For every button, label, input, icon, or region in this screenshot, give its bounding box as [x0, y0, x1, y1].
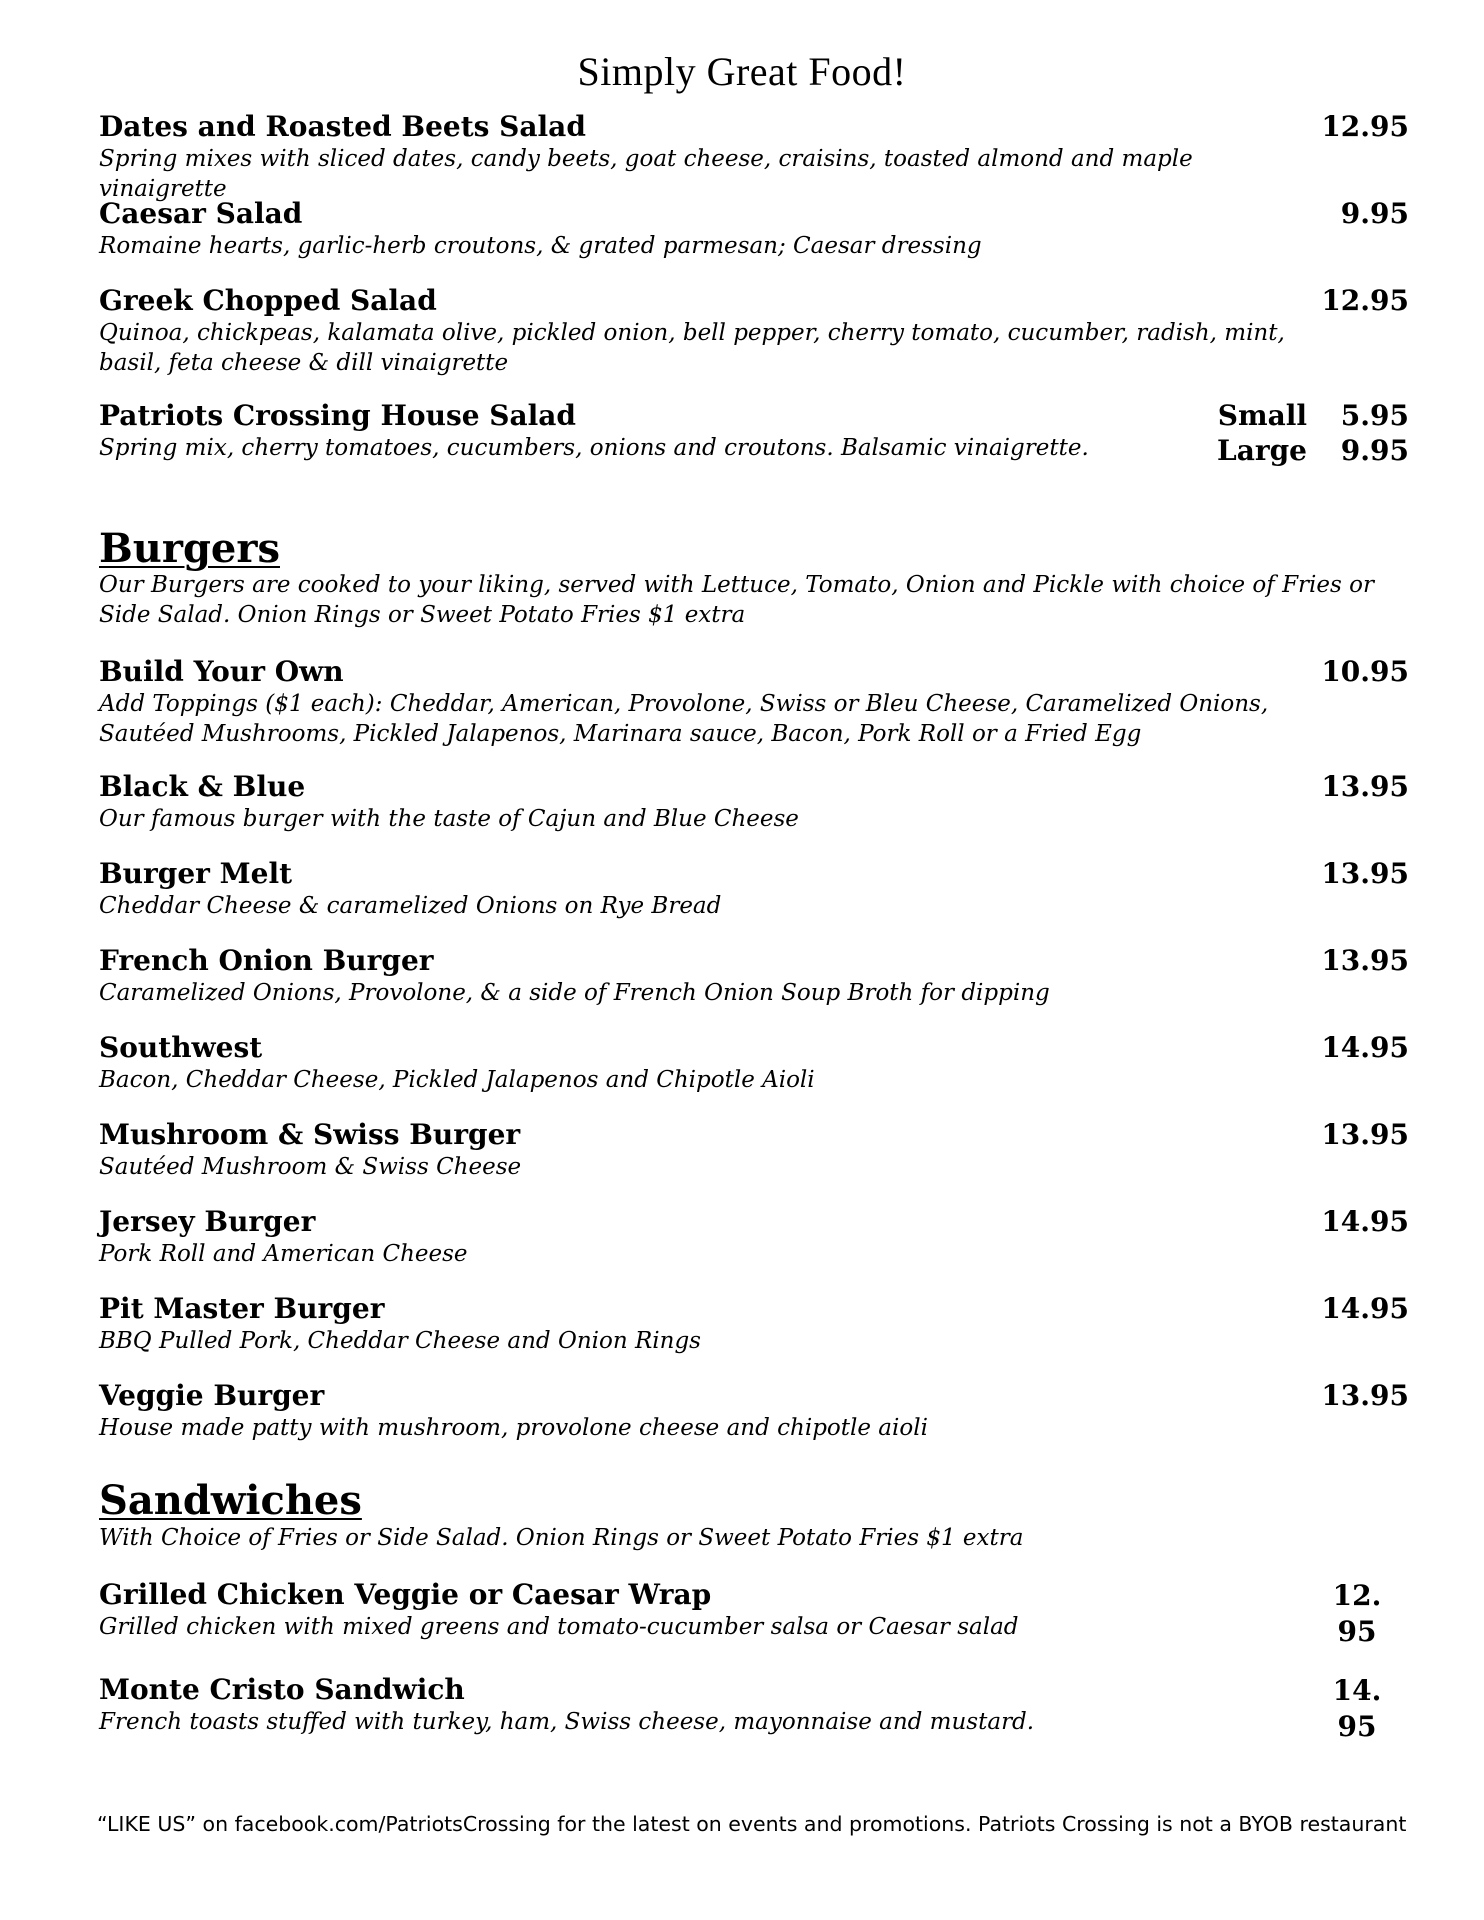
item-price: 13.95 [1321, 857, 1409, 890]
menu-item-mushroom-swiss-burger [99, 1118, 1409, 1182]
item-name: Southwest [99, 1031, 263, 1064]
item-price: 14.95 [1321, 1292, 1409, 1325]
item-price: 14.95 [1321, 1205, 1409, 1238]
item-description: House made patty with mushroom, provolone cheese and chipotle aioli [99, 1415, 928, 1441]
item-price: 9.95 [1340, 197, 1409, 230]
section-note-sandwiches: With Choice of Fries or Side Salad. Onion Rings or Sweet Potato Fries $1 extra [99, 1525, 1024, 1551]
size-price: 5.95 [1340, 399, 1409, 432]
item-description: Our famous burger with the taste of Cajun and Blue Cheese [99, 806, 799, 832]
price-line: 12. [1332, 1579, 1382, 1612]
menu-item-dates-beets-salad [99, 110, 1409, 204]
price-line: 14. [1332, 1674, 1382, 1707]
item-description: Add Toppings ($1 each): Cheddar, American, Provolone, Swiss or Bleu Cheese, Caramelized Onions, Sautéed Mushrooms, Pickled Jalapenos, Marinara sauce, Bacon, Pork Roll or a Fried Egg [99, 691, 1269, 747]
item-description: French toasts stuffed with turkey, ham, Swiss cheese, mayonnaise and mustard. [99, 1709, 1035, 1735]
size-option-small [1217, 399, 1409, 433]
menu-item-french-onion-burger [99, 944, 1409, 1008]
item-description: Grilled chicken with mixed greens and tomato-cucumber salsa or Caesar salad [99, 1614, 1019, 1640]
item-price: 14.95 [1321, 1031, 1409, 1064]
menu-item-monte-cristo [99, 1673, 1409, 1753]
item-name: Jersey Burger [99, 1205, 316, 1238]
menu-item-house-salad [99, 399, 1409, 479]
item-name: Pit Master Burger [99, 1292, 385, 1325]
item-name: Patriots Crossing House Salad [99, 399, 576, 432]
menu-item-greek-chopped-salad [99, 284, 1409, 378]
item-description: Caramelized Onions, Provolone, & a side of French Onion Soup Broth for dipping [99, 980, 1050, 1006]
item-name: Grilled Chicken Veggie or Caesar Wrap [99, 1578, 712, 1611]
menu-item-grilled-chicken-wrap [99, 1578, 1409, 1658]
item-name: Build Your Own [99, 655, 344, 688]
menu-item-black-and-blue [99, 770, 1409, 834]
item-name: Dates and Roasted Beets Salad [99, 110, 586, 143]
item-description: Cheddar Cheese & caramelized Onions on Rye Bread [99, 893, 722, 919]
item-price: 13.95 [1321, 770, 1409, 803]
item-price: 13.95 [1321, 1379, 1409, 1412]
item-description: Quinoa, chickpeas, kalamata olive, pickled onion, bell pepper, cherry tomato, cucumber, radish, mint, basil, feta cheese & dill vinaigrette [99, 320, 1285, 376]
item-price: 12.95 [1321, 110, 1409, 143]
menu-item-burger-melt [99, 857, 1409, 921]
menu-item-build-your-own [99, 655, 1409, 749]
item-name: Mushroom & Swiss Burger [99, 1118, 521, 1151]
item-name: Black & Blue [99, 770, 306, 803]
item-description: Romaine hearts, garlic-herb croutons, & grated parmesan; Caesar dressing [99, 233, 982, 259]
size-label: Small [1217, 399, 1307, 432]
item-name: Caesar Salad [99, 197, 303, 230]
item-name: Burger Melt [99, 857, 293, 890]
item-price [1332, 1578, 1382, 1650]
size-option-large [1217, 434, 1409, 468]
price-line: 95 [1337, 1710, 1377, 1743]
size-label: Large [1217, 434, 1307, 467]
menu-item-veggie-burger [99, 1379, 1409, 1443]
item-description: Bacon, Cheddar Cheese, Pickled Jalapenos and Chipotle Aioli [99, 1067, 815, 1093]
menu-item-southwest [99, 1031, 1409, 1095]
item-description: Spring mix, cherry tomatoes, cucumbers, onions and croutons. Balsamic vinaigrette. [99, 435, 1089, 461]
item-name: Greek Chopped Salad [99, 284, 437, 317]
size-price: 9.95 [1340, 434, 1409, 467]
item-description: BBQ Pulled Pork, Cheddar Cheese and Onion Rings [99, 1328, 701, 1354]
item-name: French Onion Burger [99, 944, 434, 977]
section-heading-sandwiches: Sandwiches [99, 1477, 362, 1524]
item-price: 12.95 [1321, 284, 1409, 317]
section-note-burgers: Our Burgers are cooked to your liking, served with Lettuce, Tomato, Onion and Pickle with choice of Fries or Side Salad. Onion Rings or Sweet Potato Fries $1 extra [99, 572, 1374, 628]
price-line: 95 [1337, 1615, 1377, 1648]
menu-item-caesar-salad [99, 197, 1409, 261]
menu-item-jersey-burger [99, 1205, 1409, 1269]
item-price [1332, 1673, 1382, 1745]
item-price: 10.95 [1321, 655, 1409, 688]
page-title: Simply Great Food! [577, 49, 907, 94]
item-price: 13.95 [1321, 1118, 1409, 1151]
item-price: 13.95 [1321, 944, 1409, 977]
item-name: Veggie Burger [99, 1379, 325, 1412]
item-description: Sautéed Mushroom & Swiss Cheese [99, 1154, 522, 1180]
item-description: Spring mixes with sliced dates, candy beets, goat cheese, craisins, toasted almond and maple vinaigrette [99, 146, 1193, 202]
footer-note: “LIKE US” on facebook.com/PatriotsCrossing for the latest on events and promotions. Patriots Crossing is not a BYOB restaurant [97, 1812, 1407, 1836]
menu-item-pit-master-burger [99, 1292, 1409, 1356]
section-heading-burgers: Burgers [99, 525, 280, 572]
item-description: Pork Roll and American Cheese [99, 1241, 468, 1267]
item-name: Monte Cristo Sandwich [99, 1673, 465, 1706]
